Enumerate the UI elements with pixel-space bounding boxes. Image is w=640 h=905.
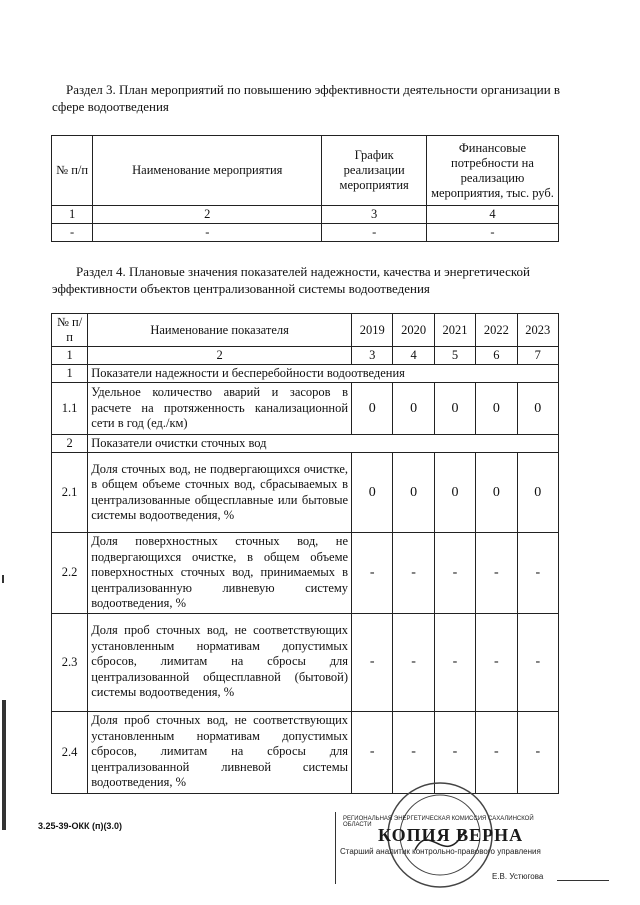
indicator-name: Доля проб сточных вод, не соответствующих установленным нормативам допустимых сбросов, лимитам на сбросы для централизованной ливневой системы водоотведения, % (88, 711, 352, 793)
s4-colnum: 1 (52, 347, 88, 365)
indicator-name: Доля сточных вод, не подвергающихся очистке, в общем объеме сточных вод, сбрасываемых в централизованные общесплавные или бытовые системы водоотведения, % (88, 453, 352, 533)
s4-colnum: 2 (88, 347, 352, 365)
indicator-value: - (517, 533, 558, 614)
indicator-value: - (393, 613, 434, 711)
group-title: Показатели очистки сточных вод (88, 435, 559, 453)
stamp-organization: РЕГИОНАЛЬНАЯ ЭНЕРГЕТИЧЕСКАЯ КОМИССИЯ САХАЛИНСКОЙ ОБЛАСТИ (343, 816, 534, 828)
indicator-value: - (352, 613, 393, 711)
section3-table (51, 135, 559, 242)
s4-colnum: 6 (476, 347, 517, 365)
indicator-value: 0 (352, 453, 393, 533)
indicator-value: - (352, 711, 393, 793)
s4-header-num: № п/п (52, 314, 88, 347)
indicator-value: 0 (352, 383, 393, 435)
row-num: 2.3 (52, 613, 88, 711)
s4-colnum: 4 (393, 347, 434, 365)
s4-header-year: 2022 (476, 314, 517, 347)
row-num: 2.1 (52, 453, 88, 533)
indicator-name: Доля поверхностных сточных вод, не подвергающихся очистке, в общем объеме поверхностных сточных вод, принимаемых в централизованную ливневую систему водоотведения, % (88, 533, 352, 614)
s3-colnum-2: 2 (93, 206, 322, 224)
stamp-position: Старший аналитик контрольно-правового управления (340, 847, 541, 856)
s3-cell: - (426, 224, 558, 242)
s3-colnum-4: 4 (426, 206, 558, 224)
section4-table (51, 313, 559, 794)
indicator-value: 0 (517, 453, 558, 533)
s3-header-num: № п/п (52, 136, 93, 206)
s3-cell: - (322, 224, 427, 242)
s4-header-year: 2019 (352, 314, 393, 347)
indicator-value: - (393, 711, 434, 793)
signature-line (557, 880, 609, 881)
s4-header-year: 2021 (434, 314, 475, 347)
group-num: 2 (52, 435, 88, 453)
s3-header-finance: Финансовые потребности на реализацию мероприятия, тыс. руб. (426, 136, 558, 206)
indicator-value: 0 (434, 383, 475, 435)
indicator-value: - (476, 613, 517, 711)
indicator-value: - (434, 613, 475, 711)
indicator-value: - (517, 613, 558, 711)
indicator-value: 0 (434, 453, 475, 533)
indicator-value: - (352, 533, 393, 614)
s4-header-year: 2023 (517, 314, 558, 347)
group-num: 1 (52, 365, 88, 383)
s3-header-name: Наименование мероприятия (93, 136, 322, 206)
indicator-value: - (434, 711, 475, 793)
indicator-name: Удельное количество аварий и засоров в расчете на протяженность канализационной сети в год (ед./км) (88, 383, 352, 435)
indicator-value: - (517, 711, 558, 793)
indicator-value: 0 (476, 453, 517, 533)
section3-heading: Раздел 3. План мероприятий по повышению эффективности деятельности организации в сфере водоотведения (52, 82, 561, 114)
indicator-value: 0 (393, 453, 434, 533)
document-code: 3.25-39-ОКК (п)(3.0) (38, 821, 122, 831)
indicator-value: 0 (476, 383, 517, 435)
section4-heading: Раздел 4. Плановые значения показателей надежности, качества и энергетической эффективности объектов централизованной системы водоотведения (52, 264, 530, 296)
indicator-name: Доля проб сточных вод, не соответствующих установленным нормативам допустимых сбросов, лимитам на сбросы для централизованной общесплавной (бытовой) системы водоотведения, % (88, 613, 352, 711)
s4-header-year: 2020 (393, 314, 434, 347)
row-num: 2.4 (52, 711, 88, 793)
group-title: Показатели надежности и бесперебойности водоотведения (88, 365, 559, 383)
indicator-value: - (434, 533, 475, 614)
indicator-value: 0 (517, 383, 558, 435)
indicator-value: 0 (393, 383, 434, 435)
indicator-value: - (476, 711, 517, 793)
stamp-copy-verified: КОПИЯ ВЕРНА (378, 825, 524, 845)
scan-margin-mark (2, 700, 6, 830)
row-num: 1.1 (52, 383, 88, 435)
scan-margin-mark (2, 575, 4, 583)
s3-colnum-1: 1 (52, 206, 93, 224)
s3-header-schedule: График реализации мероприятия (322, 136, 427, 206)
s3-cell: - (93, 224, 322, 242)
stamp-signer-name: Е.В. Устюгова (492, 872, 544, 881)
s4-colnum: 7 (517, 347, 558, 365)
s3-colnum-3: 3 (322, 206, 427, 224)
row-num: 2.2 (52, 533, 88, 614)
indicator-value: - (476, 533, 517, 614)
s4-header-name: Наименование показателя (88, 314, 352, 347)
indicator-value: - (393, 533, 434, 614)
s3-cell: - (52, 224, 93, 242)
s4-colnum: 3 (352, 347, 393, 365)
s4-colnum: 5 (434, 347, 475, 365)
